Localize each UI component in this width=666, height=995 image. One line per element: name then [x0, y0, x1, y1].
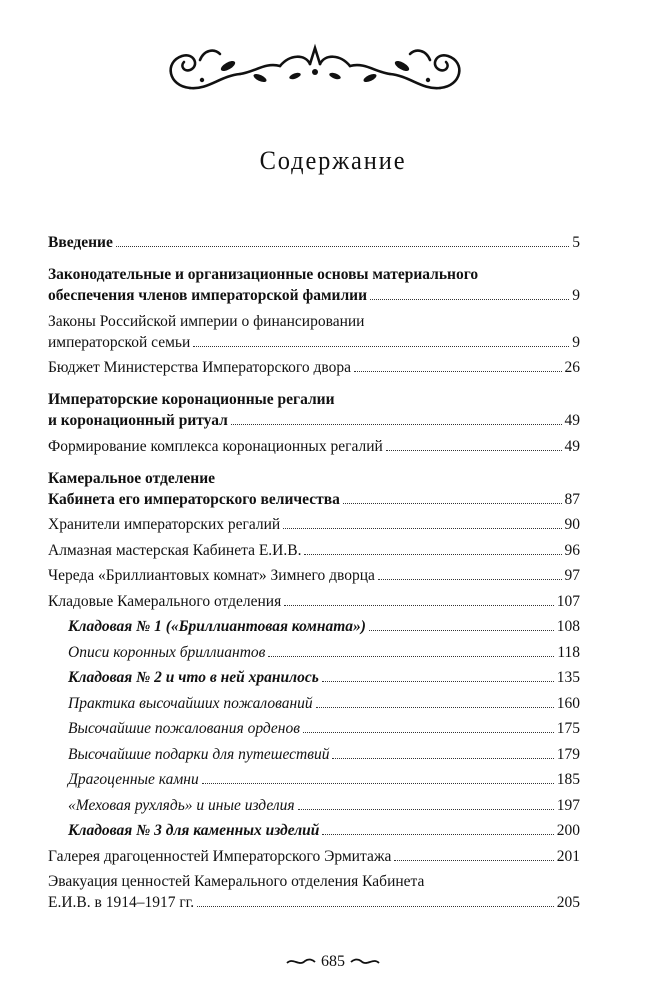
dot-leader: [378, 579, 562, 580]
toc-item-title: Введение: [48, 234, 113, 251]
toc-item: [48, 846, 580, 867]
toc-item-title: Кладовые Камерального отделения: [48, 592, 282, 610]
toc-entry-line: [48, 514, 580, 535]
toc-item: [48, 769, 580, 790]
toc-page-number: 5: [572, 234, 580, 251]
toc-entry-line: [48, 285, 580, 306]
toc-item: [48, 744, 580, 765]
toc-item: [48, 795, 580, 816]
toc-item-title: Галерея драгоценностей Императорского Эрмитажа: [48, 847, 392, 865]
toc-item: [48, 820, 580, 841]
toc-item-title: Алмазная мастерская Кабинета Е.И.В.: [48, 541, 302, 559]
toc-page-number: 185: [556, 771, 580, 788]
toc-entry-line: [68, 642, 580, 663]
toc-page-number: 26: [564, 359, 580, 376]
toc-page-number: 49: [564, 437, 580, 455]
toc-item: [48, 718, 580, 739]
toc-item-title: Хранители императорских регалий: [48, 516, 281, 533]
toc-entry-line: [48, 565, 580, 586]
toc-page-number: 87: [564, 490, 580, 508]
toc-item: [48, 642, 580, 663]
toc-item: [48, 264, 580, 306]
toc-entry-line: [68, 820, 580, 841]
dot-leader: [322, 834, 553, 835]
swash-right-icon: [349, 957, 381, 967]
toc-item-title: «Меховая рухлядь» и иные изделия: [68, 796, 295, 814]
toc-item: [48, 436, 580, 457]
swash-left-icon: [285, 957, 317, 967]
toc-page-number: 175: [556, 720, 580, 737]
dot-leader: [202, 783, 554, 784]
toc-item: [48, 871, 580, 913]
dot-leader: [343, 503, 562, 504]
toc-entry-line: [48, 410, 580, 431]
toc-page-number: 108: [556, 618, 580, 635]
toc-item-title: Череда «Бриллиантовых комнат» Зимнего дворца: [48, 567, 375, 584]
toc-item: [48, 357, 580, 378]
toc-item: [48, 591, 580, 612]
dot-leader: [193, 346, 569, 347]
toc-item: [48, 311, 580, 353]
toc-page-number: 97: [564, 567, 580, 584]
toc-entry-line: [68, 693, 580, 714]
toc-entry-line: [48, 232, 580, 253]
dot-leader: [322, 681, 554, 682]
toc-page-number: 200: [556, 822, 580, 839]
toc-page-number: 160: [556, 694, 580, 712]
toc-item-title-line: Законодательные и организационные основы материального: [48, 266, 479, 283]
toc-item-title: Практика высочайших пожалований: [68, 694, 313, 712]
toc-page-number: 9: [572, 287, 580, 304]
toc-entry-line: [48, 489, 580, 510]
toc-page-number: 135: [556, 669, 580, 686]
toc-item-title: Драгоценные камни: [68, 771, 199, 788]
dot-leader: [283, 528, 561, 529]
toc-page-number: 96: [564, 541, 580, 559]
toc-entry-line: [68, 718, 580, 739]
table-of-contents: [48, 232, 580, 918]
toc-entry-line: [48, 332, 580, 353]
toc-item: [48, 667, 580, 688]
toc-item-title: Кладовая № 2 и что в ней хранилось: [68, 669, 319, 686]
toc-page-number: 90: [564, 516, 580, 533]
toc-item-title-line: Камеральное отделение: [48, 469, 216, 487]
toc-item: [48, 468, 580, 510]
toc-item-title: императорской семьи: [48, 333, 191, 351]
toc-item: [48, 232, 580, 253]
floral-vignette-icon: [160, 40, 470, 100]
toc-item-title: Кабинета его императорского величества: [48, 490, 340, 508]
toc-item-title: Е.И.В. в 1914–1917 гг.: [48, 894, 195, 911]
dot-leader: [197, 906, 554, 907]
dot-leader: [303, 732, 554, 733]
toc-entry-line: [48, 357, 580, 378]
dot-leader: [298, 809, 554, 810]
dot-leader: [369, 630, 554, 631]
dot-leader: [284, 605, 554, 606]
toc-item-title: Формирование комплекса коронационных регалий: [48, 437, 383, 455]
dot-leader: [268, 656, 554, 657]
toc-page-number: 197: [556, 796, 580, 814]
toc-item-title: Кладовая № 3 для каменных изделий: [68, 822, 320, 839]
toc-entry-line: [68, 744, 580, 765]
toc-page-number: 201: [556, 847, 580, 865]
toc-entry-line: [48, 540, 580, 561]
toc-item-title: и коронационный ритуал: [48, 412, 228, 429]
toc-page-number: 49: [564, 412, 580, 429]
dot-leader: [116, 246, 569, 247]
page-folio: [0, 953, 666, 971]
toc-item-title: Описи коронных бриллиантов: [68, 643, 266, 661]
toc-item-title-line: Императорские коронационные регалии: [48, 391, 335, 408]
toc-item-title: Высочайшие пожалования орденов: [68, 720, 300, 737]
toc-item-title-line: Законы Российской империи о финансировании: [48, 312, 365, 330]
toc-entry-line: [48, 846, 580, 867]
toc-item: [48, 565, 580, 586]
toc-item: [48, 540, 580, 561]
dot-leader: [304, 554, 561, 555]
toc-entry-line: [68, 667, 580, 688]
toc-item: [48, 389, 580, 431]
toc-entry-line: [48, 591, 580, 612]
toc-page-number: 179: [556, 745, 580, 763]
toc-item-title: Кладовая № 1 («Бриллиантовая комната»): [68, 618, 366, 635]
toc-entry-line: [48, 436, 580, 457]
toc-item: [48, 514, 580, 535]
toc-entry-line: [48, 892, 580, 913]
toc-page-number: 107: [556, 592, 580, 610]
toc-item-title: Бюджет Министерства Императорского двора: [48, 359, 352, 376]
dot-leader: [386, 450, 562, 451]
dot-leader: [370, 299, 569, 300]
toc-item: [48, 616, 580, 637]
toc-item: [48, 693, 580, 714]
page-title: Содержание: [259, 146, 407, 175]
dot-leader: [316, 707, 554, 708]
dot-leader: [394, 860, 553, 861]
toc-item-title-line: Эвакуация ценностей Камерального отделения Кабинета: [48, 873, 425, 890]
toc-page-number: 9: [572, 333, 580, 351]
dot-leader: [332, 758, 553, 759]
toc-page-number: 205: [556, 894, 580, 911]
dot-leader: [231, 424, 562, 425]
toc-entry-line: [68, 795, 580, 816]
page-number: 685: [321, 953, 345, 970]
toc-item-title: Высочайшие подарки для путешествий: [68, 745, 330, 763]
toc-page-number: 118: [557, 643, 580, 661]
dot-leader: [354, 371, 561, 372]
toc-item-title: обеспечения членов императорской фамилии: [48, 287, 367, 304]
toc-entry-line: [68, 769, 580, 790]
toc-entry-line: [68, 616, 580, 637]
